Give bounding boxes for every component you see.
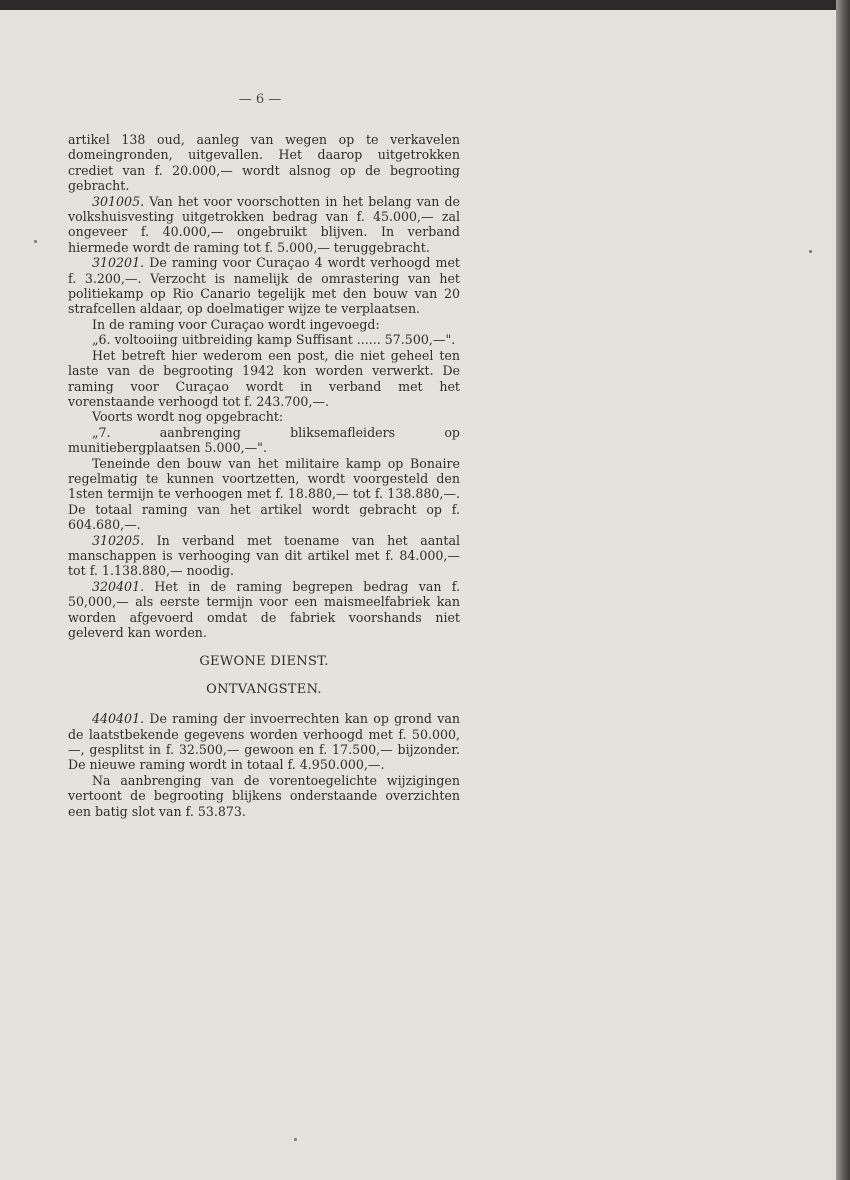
paragraph: „7. aanbrenging bliksemafleiders op munitiebergplaatsen 5.000,—". xyxy=(68,424,460,456)
page-number: — 6 — xyxy=(238,92,282,107)
article-code: 310205. xyxy=(92,532,145,548)
paragraph: Na aanbrenging van de vorentoegelichte wijzigingen vertoont de begrooting blijkens onderstaande overzichten een batig slot van f. 53.873. xyxy=(68,772,460,819)
paper-speck xyxy=(809,250,812,253)
paragraph: 310201. De raming voor Curaçao 4 wordt verhoogd met f. 3.200,—. Verzocht is namelijk de omrastering van het politiekamp op Rio Canario tegelijk met den bouw van 20 strafcellen aldaar, op doelmatiger wijze te verplaatsen. xyxy=(68,255,460,317)
article-code: 440401. xyxy=(92,711,145,727)
page-edge xyxy=(836,0,850,1180)
paragraph: 320401. Het in de raming begrepen bedrag van f. 50,000,— als eerste termijn voor een maismeelfabriek kan worden afgevoerd omdat de fabriek voorshands niet geleverd kan worden. xyxy=(68,578,460,640)
document-page xyxy=(0,10,836,1180)
section-heading: ONTVANGSTEN. xyxy=(206,681,322,697)
body-text xyxy=(68,132,460,819)
paragraph: 301005. Van het voor voorschotten in het belang van de volkshuisvesting uitgetrokken bedrag van f. 45.000,— zal ongeveer f. 40.000,— ongebruikt blijven. In verband hiermede wordt de raming tot f. 5.000,— teruggebracht. xyxy=(68,193,460,255)
article-code: 301005. xyxy=(92,193,145,209)
paragraph: 440401. De raming der invoerrechten kan op grond van de laatstbekende gegevens worden verhoogd met f. 50.000,—, gesplitst in f. 32.500,— gewoon en f. 17.500,— bijzonder. De nieuwe raming wordt in totaal f. 4.950.000,—. xyxy=(68,711,460,773)
paragraph: In de raming voor Curaçao wordt ingevoegd: xyxy=(92,316,380,332)
paper-speck xyxy=(294,1138,297,1141)
paragraph: Teneinde den bouw van het militaire kamp op Bonaire regelmatig te kunnen voortzetten, wordt voorgesteld den 1sten termijn te verhoogen met f. 18.880,— tot f. 138.880,—. De totaal raming van het artikel wordt gebracht op f. 604.680,—. xyxy=(68,455,460,533)
paragraph: Het betreft hier wederom een post, die niet geheel ten laste van de begrooting 1942 kon worden verwerkt. De raming voor Curaçao wordt in verband met het vorenstaande verhoogd tot f. 243.700,—. xyxy=(68,347,460,409)
article-code: 310201. xyxy=(92,255,145,271)
paragraph: artikel 138 oud, aanleg van wegen op te verkavelen domeingronden, uitgevallen. Het daarop uitgetrokken crediet van f. 20.000,— wordt alsnog op de begrooting gebracht. xyxy=(68,132,460,194)
paragraph: 310205. In verband met toename van het aantal manschappen is verhooging van dit artikel met f. 84.000,— tot f. 1.138.880,— noodig. xyxy=(68,532,460,579)
paper-speck xyxy=(34,240,37,243)
article-code: 320401. xyxy=(92,578,145,594)
paragraph: „6. voltooiing uitbreiding kamp Suffisant ...... 57.500,—". xyxy=(92,332,456,348)
paragraph: Voorts wordt nog opgebracht: xyxy=(92,409,284,425)
section-heading: GEWONE DIENST. xyxy=(199,654,329,670)
